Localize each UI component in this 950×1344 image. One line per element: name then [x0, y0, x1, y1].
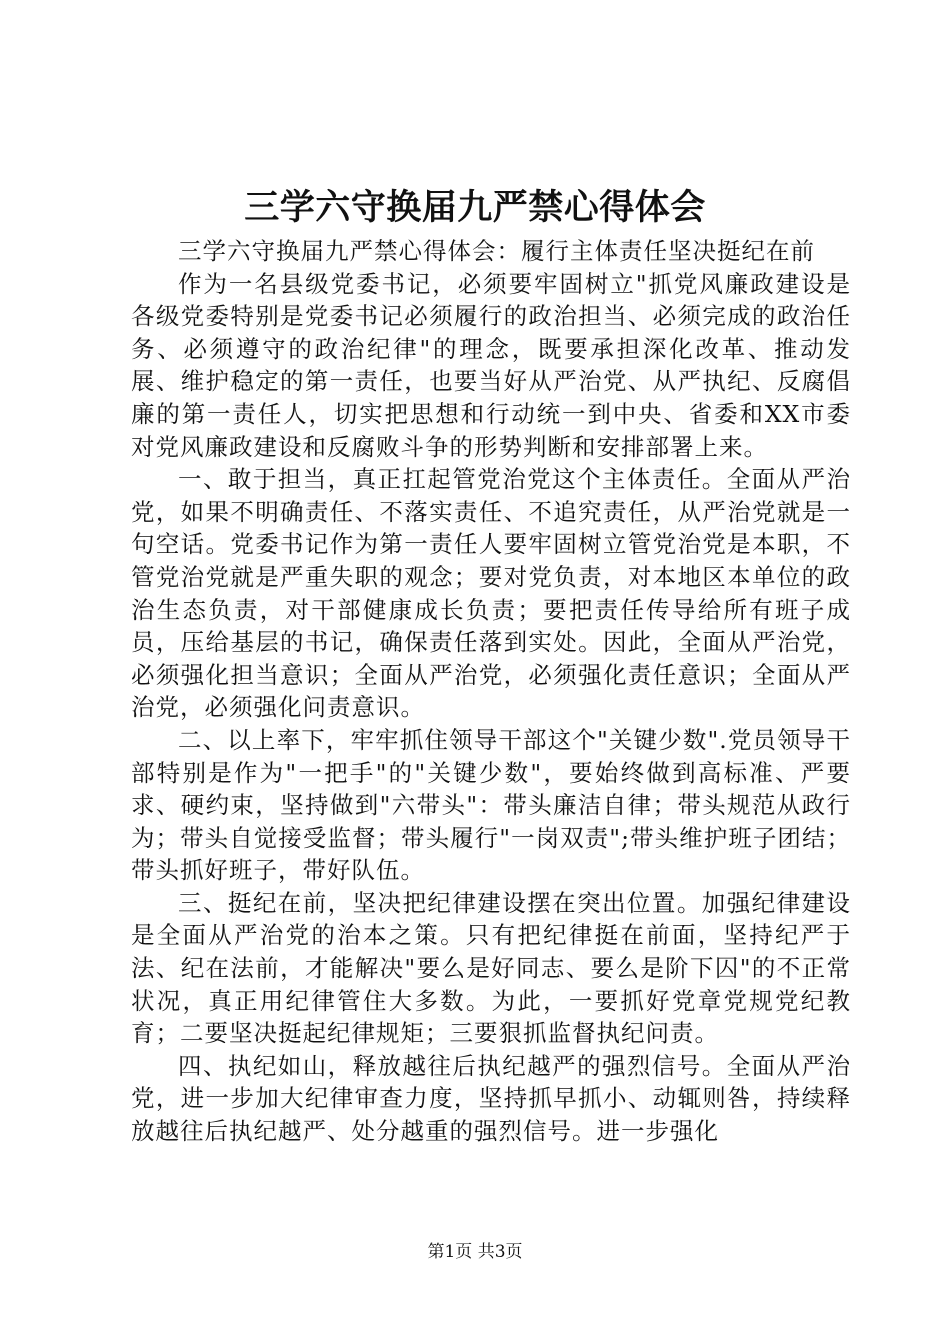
document-title: 三学六守换届九严禁心得体会	[244, 187, 706, 228]
paragraph-section-4: 四、执纪如山，释放越往后执纪越严的强烈信号。全面从严治党，进一步加大纪律审查力度，坚持抓早抓小、动辄则咎，持续释放越往后执纪越严、处分越重的强烈信号。进一步强化	[131, 1051, 851, 1146]
paragraph-section-1: 一、敢于担当，真正扛起管党治党这个主体责任。全面从严治党，如果不明确责任、不落实责任、不追究责任，从严治党就是一句空话。党委书记作为第一责任人要牢固树立管党治党是本职，不管党治党就是严重失职的观念；要对党负责，对本地区本单位的政治生态负责，对干部健康成长负责；要把责任传导给所有班子成员，压给基层的书记，确保责任落到实处。因此，全面从严治党，必须强化担当意识；全面从严治党，必须强化责任意识；全面从严治党，必须强化问责意识。	[131, 465, 851, 722]
paragraph-section-3: 三、挺纪在前，坚决把纪律建设摆在突出位置。加强纪律建设是全面从严治党的治本之策。只有把纪律挺在前面，坚持纪严于法、纪在法前，才能解决"要么是好同志、要么是阶下囚"的不正常状况，真正用纪律管住大多数。为此，一要抓好党章党规党纪教育；二要坚决挺起纪律规矩；三要狠抓监督执纪问责。	[131, 888, 851, 1048]
paragraph-subtitle: 三学六守换届九严禁心得体会：履行主体责任坚决挺纪在前	[178, 237, 815, 265]
document-body	[131, 235, 851, 1148]
paragraph-section-2: 二、以上率下，牢牢抓住领导干部这个"关键少数".党员领导干部特别是作为"一把手"的"关键少数"，要始终做到高标准、严要求、硬约束，坚持做到"六带头"：带头廉洁自律；带头规范从政行为；带头自觉接受监督；带头履行"一岗双责";带头维护班子团结；带头抓好班子，带好队伍。	[131, 725, 851, 885]
paragraph-intro: 作为一名县级党委书记，必须要牢固树立"抓党风廉政建设是各级党委特别是党委书记必须履行的政治担当、必须完成的政治任务、必须遵守的政治纪律"的理念，既要承担深化改革、推动发展、维护稳定的第一责任，也要当好从严治党、从严执纪、反腐倡廉的第一责任人，切实把思想和行动统一到中央、省委和XX市委对党风廉政建设和反腐败斗争的形势判断和安排部署上来。	[131, 269, 851, 461]
page-footer: 第1页 共3页	[427, 1242, 523, 1262]
